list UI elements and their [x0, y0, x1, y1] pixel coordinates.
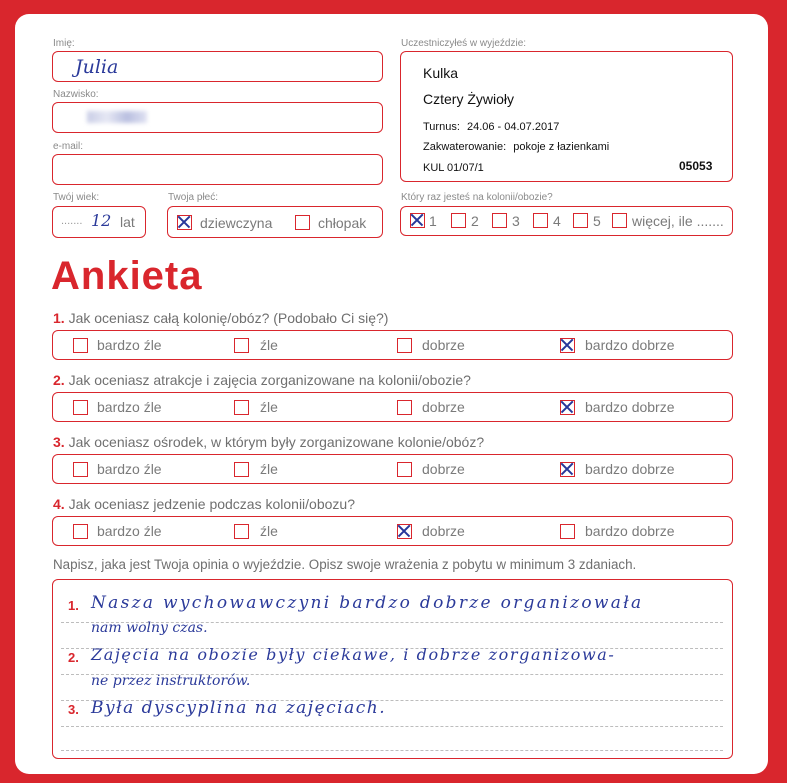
times-checkbox-4[interactable]: [533, 213, 548, 228]
age-dots: .......: [61, 215, 83, 227]
opinion-line-5: Była dyscyplina na zajęciach.: [91, 698, 387, 718]
email-field[interactable]: [52, 154, 383, 185]
question-3-number: 3.: [53, 434, 65, 450]
times-field: [400, 206, 733, 236]
age-value: 12: [91, 211, 112, 230]
camp-program: Cztery Żywioły: [423, 91, 515, 107]
survey-form: [15, 14, 768, 774]
question-3-options: [52, 454, 733, 484]
q2-checkbox-bad[interactable]: [234, 400, 249, 415]
times-checkbox-more[interactable]: [612, 213, 627, 228]
camp-code: KUL 01/07/1: [423, 162, 484, 174]
times-checkbox-1[interactable]: [410, 213, 425, 228]
opinion-line-3: Zajęcia na obozie były ciekawe, i dobrze zorganizowa-: [91, 645, 616, 664]
turnus-value: 24.06 - 04.07.2017: [466, 121, 560, 133]
survey-title: Ankieta: [51, 254, 203, 298]
question-4-number: 4.: [53, 496, 65, 512]
times-label: Który raz jesteś na kolonii/obozie?: [401, 192, 553, 203]
times-checkbox-2[interactable]: [451, 213, 466, 228]
question-3-text: Jak oceniasz ośrodek, w którym były zorganizowane kolonie/obóz?: [68, 434, 485, 450]
q4-checkbox-very-good[interactable]: [560, 524, 575, 539]
question-2: [53, 372, 471, 388]
q4-option-very-bad: bardzo źle: [97, 523, 162, 539]
question-4-text: Jak oceniasz jedzenie podczas kolonii/obozu?: [68, 496, 355, 512]
gender-male-label: chłopak: [318, 215, 367, 231]
accommodation-value: pokoje z łazienkami: [513, 141, 610, 153]
question-2-number: 2.: [53, 372, 65, 388]
q1-checkbox-very-bad[interactable]: [73, 338, 88, 353]
q3-checkbox-very-bad[interactable]: [73, 462, 88, 477]
age-label: Twój wiek:: [53, 192, 100, 203]
q4-option-bad: źle: [260, 523, 278, 539]
q1-option-good: dobrze: [422, 337, 465, 353]
turnus-row: [423, 121, 559, 133]
age-field[interactable]: [52, 206, 146, 238]
q4-checkbox-very-bad[interactable]: [73, 524, 88, 539]
q2-checkbox-very-bad[interactable]: [73, 400, 88, 415]
q4-option-very-good: bardzo dobrze: [585, 523, 675, 539]
q3-checkbox-very-good[interactable]: [560, 462, 575, 477]
q1-checkbox-bad[interactable]: [234, 338, 249, 353]
name-field[interactable]: [52, 51, 383, 82]
age-unit: lat: [120, 214, 135, 230]
question-4: [53, 496, 355, 512]
times-option-more: więcej, ile .......: [632, 213, 724, 229]
redacted-surname: [87, 111, 147, 123]
question-2-text: Jak oceniasz atrakcje i zajęcia zorganizowane na kolonii/obozie?: [68, 372, 471, 388]
gender-label: Twoja płeć:: [168, 192, 219, 203]
opinion-number-2: 2.: [68, 650, 79, 665]
question-2-options: [52, 392, 733, 422]
name-value: Julia: [75, 56, 119, 78]
email-label: e-mail:: [53, 141, 84, 152]
question-3: [53, 434, 484, 450]
q3-option-very-bad: bardzo źle: [97, 461, 162, 477]
q4-option-good: dobrze: [422, 523, 465, 539]
q2-option-bad: źle: [260, 399, 278, 415]
q1-option-very-good: bardzo dobrze: [585, 337, 675, 353]
writing-line: [61, 750, 723, 751]
q2-option-good: dobrze: [422, 399, 465, 415]
gender-female-checkbox[interactable]: [177, 215, 192, 230]
question-1-options: [52, 330, 733, 360]
q1-checkbox-good[interactable]: [397, 338, 412, 353]
surname-field[interactable]: [52, 102, 383, 133]
accommodation-label: Zakwaterowanie:: [423, 141, 507, 153]
times-checkbox-3[interactable]: [492, 213, 507, 228]
gender-field: [167, 206, 383, 238]
opinion-number-3: 3.: [68, 702, 79, 717]
times-checkbox-5[interactable]: [573, 213, 588, 228]
turnus-label: Turnus:: [423, 121, 460, 133]
q3-checkbox-good[interactable]: [397, 462, 412, 477]
name-label: Imię:: [53, 38, 75, 49]
question-1-number: 1.: [53, 310, 65, 326]
q1-checkbox-very-good[interactable]: [560, 338, 575, 353]
q3-option-very-good: bardzo dobrze: [585, 461, 675, 477]
opinion-line-2: nam wolny czas.: [91, 620, 208, 636]
camp-info-box: [400, 51, 733, 182]
q2-option-very-good: bardzo dobrze: [585, 399, 675, 415]
q3-option-good: dobrze: [422, 461, 465, 477]
writing-line: [61, 726, 723, 727]
camp-number: 05053: [679, 159, 713, 173]
opinion-number-1: 1.: [68, 598, 79, 613]
times-option-5: 5: [593, 213, 601, 229]
question-4-options: [52, 516, 733, 546]
opinion-prompt: Napisz, jaka jest Twoja opinia o wyjeździe. Opisz swoje wrażenia z pobytu w minimum 3 zdaniach.: [53, 557, 637, 572]
q1-option-bad: źle: [260, 337, 278, 353]
times-option-3: 3: [512, 213, 520, 229]
q3-checkbox-bad[interactable]: [234, 462, 249, 477]
surname-label: Nazwisko:: [53, 89, 99, 100]
times-option-2: 2: [471, 213, 479, 229]
participant-label: Uczestniczyłeś w wyjeździe:: [401, 38, 527, 49]
accommodation-row: [423, 141, 609, 153]
q1-option-very-bad: bardzo źle: [97, 337, 162, 353]
question-1: [53, 310, 388, 326]
opinion-line-4: ne przez instruktorów.: [91, 673, 251, 689]
q2-checkbox-very-good[interactable]: [560, 400, 575, 415]
q4-checkbox-good[interactable]: [397, 524, 412, 539]
times-option-4: 4: [553, 213, 561, 229]
q2-option-very-bad: bardzo źle: [97, 399, 162, 415]
q3-option-bad: źle: [260, 461, 278, 477]
camp-name: Kulka: [423, 65, 459, 81]
gender-female-label: dziewczyna: [200, 215, 273, 231]
opinion-line-1: Nasza wychowawczyni bardzo dobrze organizowała: [91, 593, 644, 613]
gender-male-checkbox[interactable]: [295, 215, 310, 230]
q4-checkbox-bad[interactable]: [234, 524, 249, 539]
question-1-text: Jak oceniasz całą kolonię/obóz? (Podobało Ci się?): [68, 310, 389, 326]
times-option-1: 1: [429, 213, 437, 229]
q2-checkbox-good[interactable]: [397, 400, 412, 415]
